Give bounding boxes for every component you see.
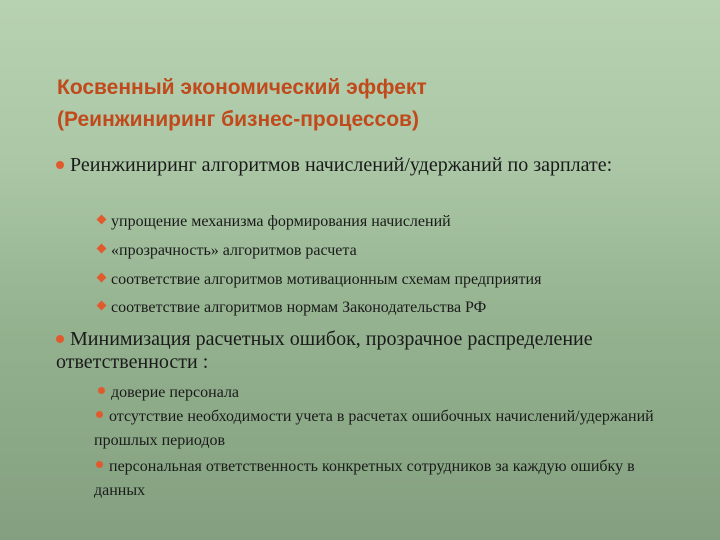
- dot-bullet-icon: [98, 387, 105, 394]
- sub-bullet-1: [96, 212, 676, 232]
- sub-bullet-text: персональная ответственность конкретных сотрудников за каждую ошибку в данных: [94, 458, 635, 499]
- bullet-reengineering: [56, 154, 676, 177]
- sub-bullet-text: упрощение механизма формирования начислений: [111, 213, 451, 230]
- sub-bullet-3: [96, 270, 676, 290]
- bullet-reengineering-text: Реинжиниринг алгоритмов начислений/удержаний по зарплате:: [70, 154, 613, 176]
- slide-title: [57, 72, 697, 136]
- sub-bullet-text: отсутствие необходимости учета в расчетах ошибочных начислений/удержаний прошлых периодов: [94, 408, 654, 449]
- dot-bullet-icon: [96, 461, 103, 468]
- bullet-minimization-text: Минимизация расчетных ошибок, прозрачное распределение ответственности :: [56, 328, 593, 373]
- dot-bullet-icon: [96, 411, 103, 418]
- sub-bullet-5: [96, 383, 676, 403]
- sub-bullet-4: [96, 298, 676, 318]
- bullet-minimization: [56, 328, 676, 374]
- sub-bullet-6: [94, 405, 654, 453]
- sub-bullet-text: соответствие алгоритмов нормам Законодательства РФ: [111, 299, 487, 316]
- sub-bullet-2: [96, 241, 676, 261]
- diamond-bullet-icon: [97, 273, 107, 283]
- sub-bullet-text: доверие персонала: [111, 384, 240, 401]
- diamond-bullet-icon: [97, 215, 107, 225]
- bullet-dot-icon: [56, 335, 64, 343]
- slide-title-line1: Косвенный экономический эффект: [57, 76, 427, 99]
- sub-bullet-text: соответствие алгоритмов мотивационным схемам предприятия: [111, 271, 542, 288]
- bullet-dot-icon: [56, 161, 64, 169]
- sub-bullet-7: [94, 455, 654, 503]
- slide-title-line2: (Реинжиниринг бизнес-процессов): [57, 108, 419, 131]
- diamond-bullet-icon: [97, 301, 107, 311]
- sub-bullet-text: «прозрачность» алгоритмов расчета: [111, 242, 357, 259]
- diamond-bullet-icon: [97, 244, 107, 254]
